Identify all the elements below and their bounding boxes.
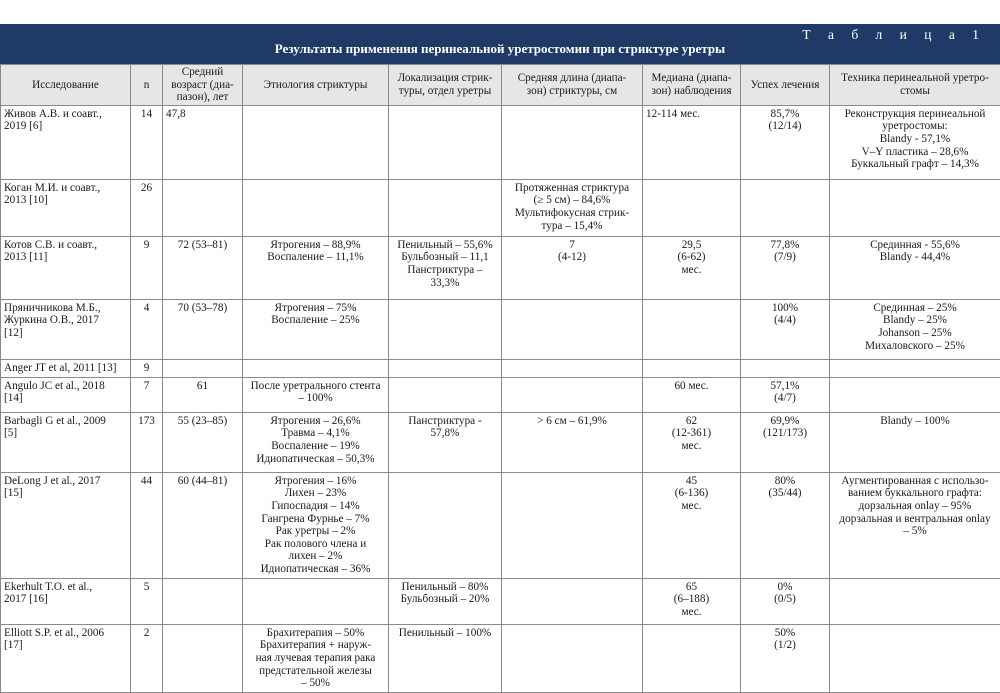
cell-success: 77,8% (7/9) [741,236,830,299]
cell-localization [389,377,502,412]
cell-technique [830,359,1000,377]
table-row [1,299,1000,359]
cell-etiology: Брахитерапия – 50% Брахитерапия + наруж- ная лучевая терапия рака предстательной железы – 50% [243,624,389,692]
cell-technique: Реконструкция перинеальной уретростомы: Blandy - 57,1% V–Y пластика – 28,6% Буккальный графт – 14,3% [830,105,1000,179]
cell-n: 173 [131,412,163,472]
cell-length [502,299,643,359]
cell-length [502,377,643,412]
cell-success: 57,1% (4/7) [741,377,830,412]
cell-n: 5 [131,578,163,624]
cell-localization [389,179,502,236]
cell-localization: Пенильный – 55,6% Бульбозный – 11,1 Панстриктура – 33,3% [389,236,502,299]
cell-localization [389,299,502,359]
cell-followup: 60 мес. [643,377,741,412]
cell-success: 80% (35/44) [741,472,830,578]
table-row [1,472,1000,578]
cell-n: 26 [131,179,163,236]
cell-study: Elliott S.P. et al., 2006 [17] [1,624,131,692]
cell-age [163,359,243,377]
col-header-technique: Техника перинеальной уретро- стомы [830,65,1000,106]
cell-study: Пряничникова М.Б., Журкина О.В., 2017 [12] [1,299,131,359]
cell-study: Anger JT et al, 2011 [13] [1,359,131,377]
col-header-etiology: Этиология стриктуры [243,65,389,106]
cell-etiology: Ятрогения – 16% Лихен – 23% Гипоспадия – 14% Гангрена Фурнье – 7% Рак уретры – 2% Рак полового члена и лихен – 2% Идиопатическая – 36% [243,472,389,578]
results-table [0,64,1000,693]
cell-etiology [243,179,389,236]
cell-localization [389,105,502,179]
cell-followup: 12-114 мес. [643,105,741,179]
cell-study: Коган М.И. и соавт., 2013 [10] [1,179,131,236]
cell-localization [389,472,502,578]
col-header-followup: Медиана (диапа- зон) наблюдения [643,65,741,106]
table-row [1,105,1000,179]
cell-study: Angulo JC et al., 2018 [14] [1,377,131,412]
cell-age [163,624,243,692]
cell-technique: Blandy – 100% [830,412,1000,472]
cell-length [502,578,643,624]
cell-length [502,105,643,179]
cell-followup: 29,5 (6-62) мес. [643,236,741,299]
cell-length: Протяженная стриктура (≥ 5 см) – 84,6% Мультифокусная стрик- тура – 15,4% [502,179,643,236]
table-row [1,578,1000,624]
cell-success: 69,9% (121/173) [741,412,830,472]
cell-n: 2 [131,624,163,692]
cell-length [502,624,643,692]
col-header-n: n [131,65,163,106]
table-number: Т а б л и ц а 1 [802,27,986,43]
cell-success [741,359,830,377]
cell-etiology: Ятрогения – 75% Воспаление – 25% [243,299,389,359]
cell-etiology [243,578,389,624]
table-row [1,359,1000,377]
cell-success: 85,7% (12/14) [741,105,830,179]
cell-n: 9 [131,236,163,299]
cell-followup: 65 (6–188) мес. [643,578,741,624]
cell-technique: Срединная – 25% Blandy – 25% Johanson – 25% Михаловского – 25% [830,299,1000,359]
cell-localization: Пенильный – 80% Бульбозный – 20% [389,578,502,624]
cell-n: 14 [131,105,163,179]
cell-study: Ekerhult T.O. et al., 2017 [16] [1,578,131,624]
cell-age: 47,8 [163,105,243,179]
cell-followup [643,359,741,377]
cell-study: Котов С.В. и соавт., 2013 [11] [1,236,131,299]
cell-n: 4 [131,299,163,359]
col-header-age: Средний возраст (диа- пазон), лет [163,65,243,106]
cell-etiology: Ятрогения – 26,6% Травма – 4,1% Воспаление – 19% Идиопатическая – 50,3% [243,412,389,472]
cell-followup [643,624,741,692]
cell-study: Живов А.В. и соавт., 2019 [6] [1,105,131,179]
cell-length [502,472,643,578]
cell-success: 50% (1/2) [741,624,830,692]
cell-success [741,179,830,236]
cell-length: > 6 см – 61,9% [502,412,643,472]
cell-age: 72 (53–81) [163,236,243,299]
col-header-localization: Локализация стрик- туры, отдел уретры [389,65,502,106]
cell-technique [830,578,1000,624]
table-row [1,624,1000,692]
cell-technique: Срединная - 55,6% Blandy - 44,4% [830,236,1000,299]
cell-localization [389,359,502,377]
cell-followup: 62 (12-361) мес. [643,412,741,472]
cell-length: 7 (4-12) [502,236,643,299]
cell-technique [830,377,1000,412]
cell-technique: Аугментированная с использо- ванием буккального графта: дорзальная onlay – 95% дорзальная и вентральная onlay – 5% [830,472,1000,578]
col-header-length: Средняя длина (диапа- зон) стриктуры, см [502,65,643,106]
cell-etiology [243,105,389,179]
cell-technique [830,624,1000,692]
cell-localization: Пенильный – 100% [389,624,502,692]
cell-followup [643,179,741,236]
cell-etiology: Ятрогения – 88,9% Воспаление – 11,1% [243,236,389,299]
cell-success: 100% (4/4) [741,299,830,359]
cell-age: 55 (23–85) [163,412,243,472]
table-header-bar [0,24,1000,64]
table-row [1,377,1000,412]
table-row [1,179,1000,236]
cell-age: 70 (53–78) [163,299,243,359]
cell-age: 61 [163,377,243,412]
cell-followup: 45 (6-136) мес. [643,472,741,578]
cell-study: DeLong J et al., 2017 [15] [1,472,131,578]
cell-age [163,179,243,236]
table-row [1,412,1000,472]
cell-length [502,359,643,377]
cell-technique [830,179,1000,236]
cell-etiology: После уретрального стента – 100% [243,377,389,412]
cell-age: 60 (44–81) [163,472,243,578]
cell-age [163,578,243,624]
cell-etiology [243,359,389,377]
col-header-study: Исследование [1,65,131,106]
cell-n: 7 [131,377,163,412]
cell-followup [643,299,741,359]
cell-success: 0% (0/5) [741,578,830,624]
table-row [1,236,1000,299]
col-header-success: Успех лечения [741,65,830,106]
column-header-row [1,65,1000,106]
cell-study: Barbagli G et al., 2009 [5] [1,412,131,472]
cell-n: 44 [131,472,163,578]
cell-n: 9 [131,359,163,377]
cell-localization: Панстриктура - 57,8% [389,412,502,472]
table-title: Результаты применения перинеальной уретростомии при стриктуре уретры [0,41,1000,57]
